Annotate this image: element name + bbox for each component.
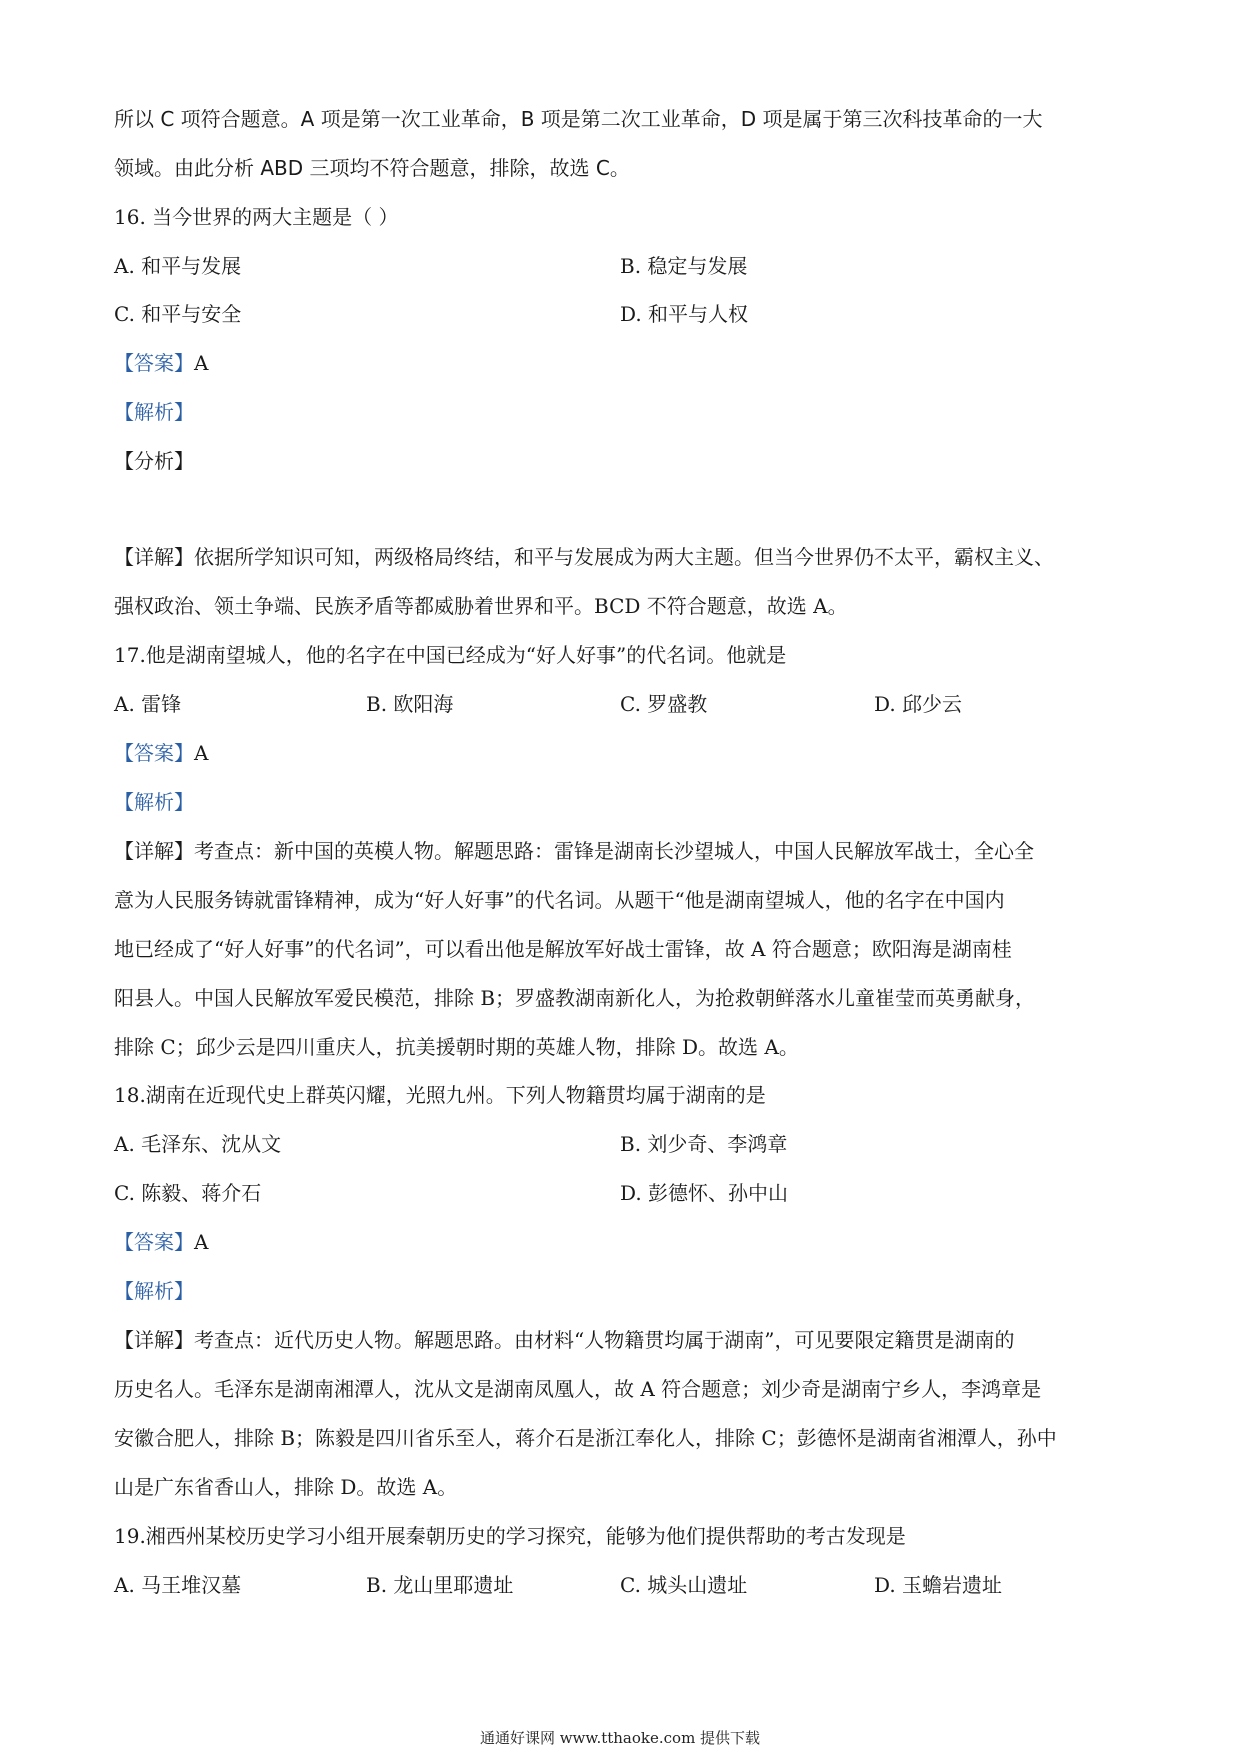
q18-option-c: C. 陈毅、蒋介石 — [114, 1181, 262, 1205]
q16-detail-line-2: 强权政治、领土争端、民族矛盾等都威胁着世界和平。BCD 不符合题意，故选 A。 — [114, 594, 848, 618]
q17-answer — [114, 741, 208, 765]
page-footer: 通通好课网 www.tthaoke.com 提供下载 — [479, 1729, 761, 1747]
detail-text: 依据所学知识可知，两级格局终结，和平与发展成为两大主题。但当今世界仍不太平，霸权主义、 — [194, 545, 1054, 569]
question-17-stem: 17.他是湖南望城人，他的名字在中国已经成为“好人好事”的代名词。他就是 — [114, 643, 787, 667]
answer-tag: 【答案】 — [114, 741, 194, 765]
answer-tag: 【答案】 — [114, 1230, 194, 1254]
q17-option-b: B. 欧阳海 — [366, 692, 454, 716]
q16-answer — [114, 351, 208, 375]
q18-option-b: B. 刘少奇、李鸿章 — [620, 1132, 788, 1156]
detail-tag: 【详解】 — [114, 1328, 194, 1352]
q16-option-d: D. 和平与人权 — [620, 302, 749, 326]
q18-detail-line-1 — [114, 1328, 1014, 1352]
detail-text: 考查点：近代历史人物。解题思路。由材料“人物籍贯均属于湖南”，可见要限定籍贯是湖南的 — [194, 1328, 1015, 1352]
answer-value: A — [194, 741, 209, 765]
q17-detail-line-1 — [114, 839, 1034, 863]
question-16-stem: 16. 当今世界的两大主题是（ ） — [114, 205, 399, 229]
q17-analysis-tag: 【解析】 — [114, 790, 194, 814]
q18-option-d: D. 彭德怀、孙中山 — [620, 1181, 789, 1205]
detail-text: 考查点：新中国的英模人物。解题思路：雷锋是湖南长沙望城人，中国人民解放军战士，全心全 — [194, 839, 1034, 863]
q16-fenxi-tag: 【分析】 — [114, 449, 194, 473]
detail-tag: 【详解】 — [114, 545, 194, 569]
answer-value: A — [194, 351, 209, 375]
q18-option-a: A. 毛泽东、沈从文 — [114, 1132, 282, 1156]
q18-detail-line-2: 历史名人。毛泽东是湖南湘潭人，沈从文是湖南凤凰人，故 A 符合题意；刘少奇是湖南宁乡人，李鸿章是 — [114, 1377, 1042, 1401]
q17-detail-line-5: 排除 C；邱少云是四川重庆人，抗美援朝时期的英雄人物，排除 D。故选 A。 — [114, 1035, 799, 1059]
q16-detail-line-1 — [114, 545, 1054, 569]
q17-detail-line-4: 阳县人。中国人民解放军爱民模范，排除 B；罗盛教湖南新化人，为抢救朝鲜落水儿童崔莹而英勇献身， — [114, 986, 1036, 1010]
intro-line-1: 所以 C 项符合题意。A 项是第一次工业革命，B 项是第二次工业革命，D 项是属于第三次科技革命的一大 — [114, 107, 1043, 131]
q18-detail-line-3: 安徽合肥人，排除 B；陈毅是四川省乐至人，蒋介石是浙江奉化人，排除 C；彭德怀是湖南省湘潭人，孙中 — [114, 1426, 1057, 1450]
q16-option-c: C. 和平与安全 — [114, 302, 242, 326]
q16-analysis-tag: 【解析】 — [114, 400, 194, 424]
q19-option-b: B. 龙山里耶遗址 — [366, 1573, 514, 1597]
q17-detail-line-3: 地已经成了“好人好事”的代名词”，可以看出他是解放军好战士雷锋，故 A 符合题意；欧阳海是湖南桂 — [114, 937, 1012, 961]
q19-option-c: C. 城头山遗址 — [620, 1573, 748, 1597]
q16-option-b: B. 稳定与发展 — [620, 254, 748, 278]
q17-option-a: A. 雷锋 — [114, 692, 182, 716]
detail-tag: 【详解】 — [114, 839, 194, 863]
q17-option-c: C. 罗盛教 — [620, 692, 708, 716]
q17-option-d: D. 邱少云 — [874, 692, 963, 716]
q17-detail-line-2: 意为人民服务铸就雷锋精神，成为“好人好事”的代名词。从题干“他是湖南望城人，他的名字在中国内 — [114, 888, 1005, 912]
q19-option-d: D. 玉蟾岩遗址 — [874, 1573, 1003, 1597]
intro-line-2: 领域。由此分析 ABD 三项均不符合题意，排除，故选 C。 — [114, 156, 630, 180]
q18-answer — [114, 1230, 208, 1254]
answer-value: A — [194, 1230, 209, 1254]
q16-option-a: A. 和平与发展 — [114, 254, 242, 278]
question-18-stem: 18.湖南在近现代史上群英闪耀，光照九州。下列人物籍贯均属于湖南的是 — [114, 1083, 766, 1107]
answer-tag: 【答案】 — [114, 351, 194, 375]
q18-detail-line-4: 山是广东省香山人，排除 D。故选 A。 — [114, 1475, 458, 1499]
q19-option-a: A. 马王堆汉墓 — [114, 1573, 242, 1597]
q18-analysis-tag: 【解析】 — [114, 1279, 194, 1303]
question-19-stem: 19.湘西州某校历史学习小组开展秦朝历史的学习探究，能够为他们提供帮助的考古发现是 — [114, 1524, 906, 1548]
